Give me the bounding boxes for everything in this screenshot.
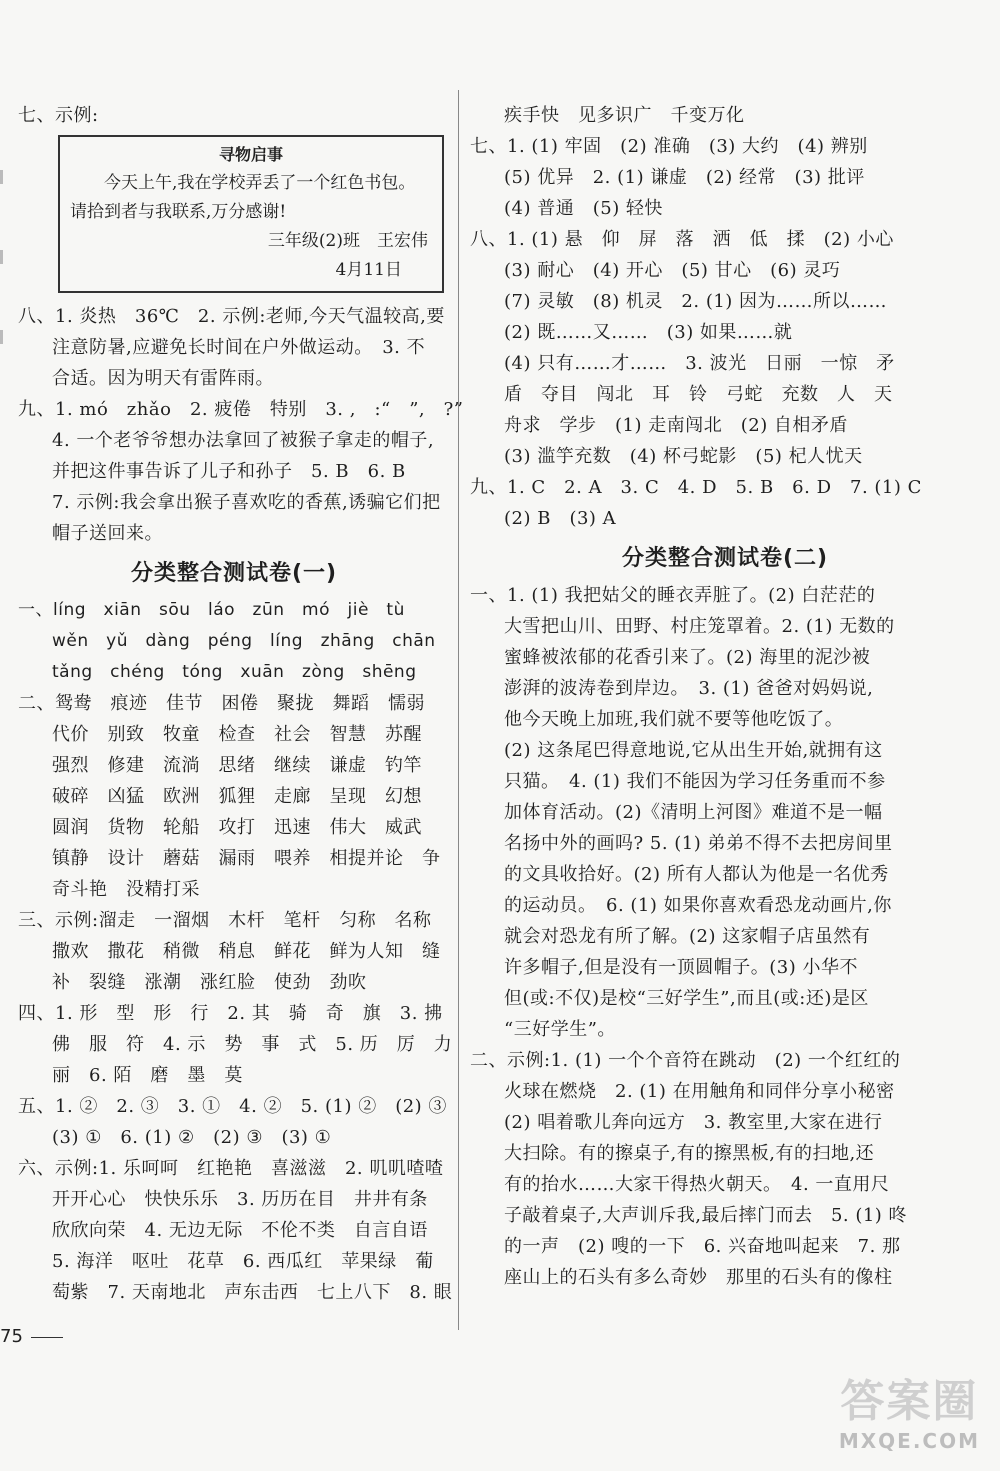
answer-line: 的文具收拾好。(2) 所有人都认为他是一名优秀 [504, 864, 889, 885]
watermark-url: MXQE.COM [838, 1429, 980, 1453]
answer-line: 大雪把山川、田野、村庄笼罩着。2. (1) 无数的 [504, 616, 895, 637]
page-number [0, 1326, 63, 1347]
answer-line: 蜜蜂被浓郁的花香引来了。(2) 海里的泥沙被 [504, 647, 871, 668]
pinyin-line: 一、líng xiān sōu láo zūn mó jiè tù [18, 600, 405, 620]
answer-line: 的运动员。 6. (1) 如果你喜欢看恐龙动画片,你 [504, 895, 892, 916]
answer-line: 只猫。 4. (1) 我们不能因为学习任务重而不参 [504, 771, 886, 792]
answer-line: 加体育活动。(2)《清明上河图》难道不是一幅 [504, 802, 883, 823]
answer-line: (3) 耐心 (4) 开心 (5) 甘心 (6) 灵巧 [504, 260, 841, 281]
page-number-text: 75 [0, 1326, 23, 1347]
answer-line: 佛 服 符 4. 示 势 事 式 5. 历 厉 力 [52, 1034, 453, 1055]
answer-line: 就会对恐龙有所了解。(2) 这家帽子店虽然有 [504, 926, 871, 947]
item7-heading: 七、示例: [18, 105, 99, 126]
answer-line: 奇斗艳 没精打采 [52, 879, 200, 900]
answer-line: (4) 只有……才…… 3. 波光 日丽 一惊 矛 [504, 353, 895, 374]
pinyin-line: tǎng chéng tóng xuān zòng shēng [52, 662, 417, 682]
answer-line: 九、1. C 2. A 3. C 4. D 5. B 6. D 7. (1) C [470, 477, 922, 498]
site-watermark [839, 1365, 980, 1453]
answer-line: 镇静 设计 蘑菇 漏雨 喂养 相提并论 争 [52, 848, 441, 869]
answer-line: 注意防暑,应避免长时间在户外做运动。 3. 不 [52, 337, 426, 358]
answer-line: (2) 这条尾巴得意地说,它从出生开始,就拥有这 [504, 740, 883, 761]
answer-line: 一、1. (1) 我把姑父的睡衣弄脏了。(2) 白茫茫的 [470, 585, 876, 606]
answer-line: 但(或:不仅)是校“三好学生”,而且(或:还)是区 [504, 988, 869, 1009]
right-column [470, 100, 980, 1293]
answer-line: 澎湃的波涛卷到岸边。 3. (1) 爸爸对妈妈说, [504, 678, 874, 699]
answer-line: 强烈 修建 流淌 思绪 继续 谦虚 钓竿 [52, 755, 422, 776]
answer-line: 座山上的石头有多么奇妙 那里的石头有的像柱 [504, 1267, 893, 1288]
answer-line: 四、1. 形 型 形 行 2. 其 骑 奇 旗 3. 拂 [18, 1003, 443, 1024]
notice-title: 寻物启事 [218, 145, 283, 164]
answer-line: (7) 灵敏 (8) 机灵 2. (1) 因为……所以…… [504, 291, 888, 312]
notice-line: 今天上午,我在学校弄丢了一个红色书包。 [104, 173, 416, 193]
answer-line: 4. 一个老爷爷想办法拿回了被猴子拿走的帽子, [52, 430, 435, 451]
answer-line: 丽 6. 陌 磨 墨 莫 [52, 1065, 243, 1086]
answer-line: 他今天晚上加班,我们就不要等他吃饭了。 [504, 709, 844, 730]
scan-edge-mark [0, 330, 3, 344]
column-divider [458, 90, 459, 1330]
answer-line: 名扬中外的画吗? 5. (1) 弟弟不得不去把房间里 [504, 833, 893, 854]
scan-edge-mark [0, 250, 3, 264]
answer-line: 补 裂缝 涨潮 涨红脸 使劲 劲吹 [52, 972, 367, 993]
answer-line: 破碎 凶猛 欧洲 狐狸 走廊 呈现 幻想 [52, 786, 422, 807]
answer-line: 的一声 (2) 嗖的一下 6. 兴奋地叫起来 7. 那 [504, 1236, 901, 1257]
answer-line: 三、示例:溜走 一溜烟 木杆 笔杆 匀称 名称 [18, 910, 432, 931]
answer-line: 萄紫 7. 天南地北 声东击西 七上八下 8. 眼 [52, 1282, 453, 1303]
answer-line: (5) 优异 2. (1) 谦虚 (2) 经常 (3) 批评 [504, 167, 865, 188]
left-column [18, 100, 464, 1308]
notice-line: 请拾到者与我联系,万分感谢! [70, 202, 287, 222]
answer-line: “三好学生”。 [504, 1019, 616, 1040]
answer-line: 代价 别致 牧童 检查 社会 智慧 苏醒 [52, 724, 422, 745]
pinyin-line: wěn yǔ dàng péng líng zhāng chān [52, 631, 436, 651]
notice-signature: 三年级(2)班 王宏伟 [267, 231, 428, 251]
answer-line: 合适。因为明天有雷阵雨。 [52, 368, 274, 389]
lost-item-notice-box [58, 135, 444, 293]
page-number-dash [31, 1337, 63, 1338]
answer-line: 许多帽子,但是没有一顶圆帽子。(3) 小华不 [504, 957, 858, 978]
answer-line: 盾 夺目 闯北 耳 铃 弓蛇 充数 人 天 [504, 384, 893, 405]
answer-line: 帽子送回来。 [52, 523, 163, 544]
answer-line: 大扫除。有的擦桌子,有的擦黑板,有的扫地,还 [504, 1143, 875, 1164]
notice-date: 4月11日 [335, 260, 402, 280]
answer-line: (3) 滥竽充数 (4) 杯弓蛇影 (5) 杞人忧天 [504, 446, 863, 467]
answer-line: (2) B (3) A [504, 508, 617, 529]
answer-line: 有的抬水……大家干得热火朝天。 4. 一直用尺 [504, 1174, 890, 1195]
answer-line: 二、示例:1. (1) 一个个音符在跳动 (2) 一个红红的 [470, 1050, 901, 1071]
answer-line: 疾手快 见多识广 千变万化 [504, 105, 745, 126]
watermark-logo-text: 答案圈 [840, 1376, 979, 1427]
answer-line: 七、1. (1) 牢固 (2) 准确 (3) 大约 (4) 辨别 [470, 136, 868, 157]
answer-line: 舟求 学步 (1) 走南闯北 (2) 自相矛盾 [504, 415, 848, 436]
answer-line: 火球在燃烧 2. (1) 在用触角和同伴分享小秘密 [504, 1081, 895, 1102]
answer-line: 7. 示例:我会拿出猴子喜欢吃的香蕉,诱骗它们把 [52, 492, 441, 513]
answer-line: 五、1. ② 2. ③ 3. ① 4. ② 5. (1) ② (2) ③ [18, 1096, 447, 1117]
answer-line: 圆润 货物 轮船 攻打 迅速 伟大 威武 [52, 817, 422, 838]
answer-line: 并把这件事告诉了儿子和孙子 5. B 6. B [52, 461, 406, 482]
answer-line: (3) ① 6. (1) ② (2) ③ (3) ① [52, 1127, 332, 1148]
answer-line: (4) 普通 (5) 轻快 [504, 198, 663, 219]
answer-line: 欣欣向荣 4. 无边无际 不伦不类 自言自语 [52, 1220, 428, 1241]
answer-line: 撒欢 撒花 稍微 稍息 鲜花 鲜为人知 缝 [52, 941, 441, 962]
answer-line: 九、1. mó zhǎo 2. 疲倦 特别 3. , :“ ”, ?” [18, 399, 464, 420]
answer-line: 子敲着桌子,大声训斥我,最后摔门而去 5. (1) 咚 [504, 1205, 908, 1226]
answer-line: (2) 唱着歌儿奔向远方 3. 教室里,大家在进行 [504, 1112, 883, 1133]
answer-line: 六、示例:1. 乐呵呵 红艳艳 喜滋滋 2. 叽叽喳喳 [18, 1158, 444, 1179]
answer-line: 八、1. (1) 悬 仰 屏 落 洒 低 揉 (2) 小心 [470, 229, 894, 250]
answer-line: 八、1. 炎热 36℃ 2. 示例:老师,今天气温较高,要 [18, 306, 445, 327]
answer-line: 二、鸳鸯 痕迹 佳节 困倦 聚拢 舞蹈 懦弱 [18, 693, 425, 714]
answer-line: 5. 海洋 呕吐 花草 6. 西瓜红 苹果绿 葡 [52, 1251, 434, 1272]
section-title: 分类整合测试卷(二) [621, 546, 829, 571]
section-title: 分类整合测试卷(一) [130, 561, 338, 586]
scan-edge-mark [0, 170, 3, 184]
answer-line: 开开心心 快快乐乐 3. 历历在目 井井有条 [52, 1189, 428, 1210]
answer-line: (2) 既……又…… (3) 如果……就 [504, 322, 793, 343]
